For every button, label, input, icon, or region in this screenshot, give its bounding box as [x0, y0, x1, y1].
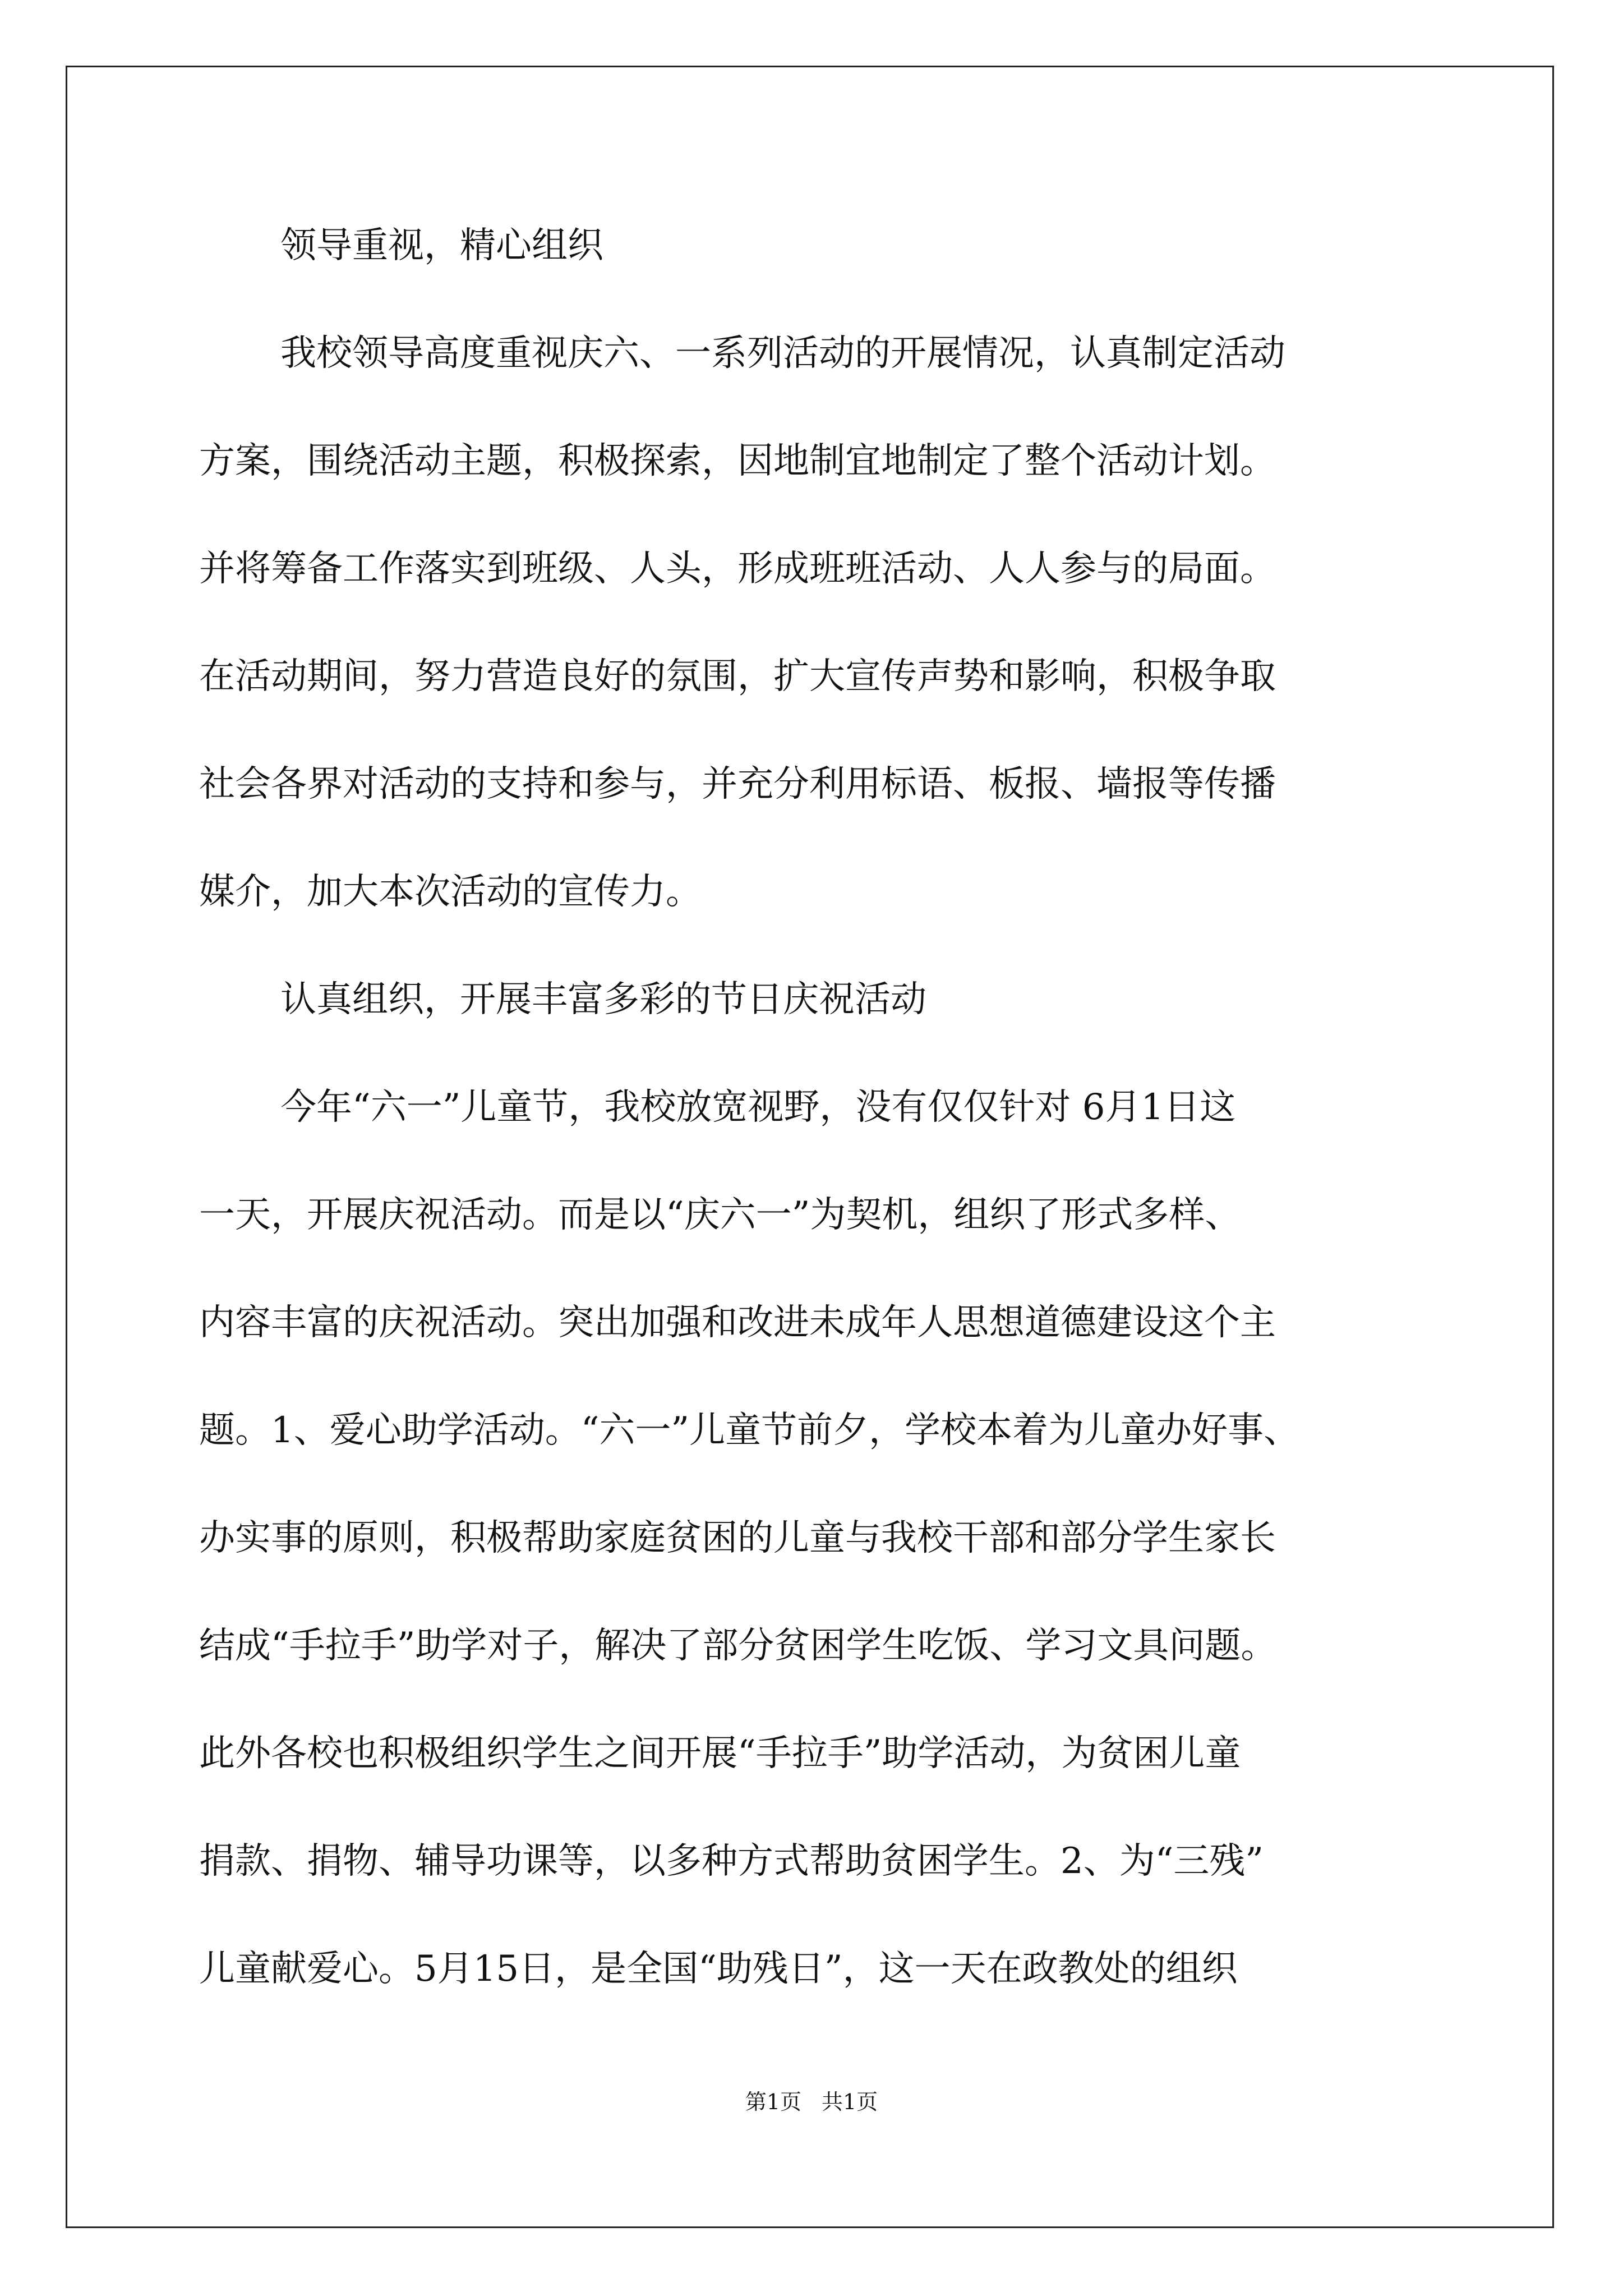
- paragraph-line: 媒介，加大本次活动的宣传力。: [199, 871, 702, 913]
- paragraph-line: 儿童献爱心。5月15日，是全国“助残日”，这一天在政教处的组织: [199, 1948, 1238, 1990]
- paragraph-line: 并将筹备工作落实到班级、人头，形成班班活动、人人参与的局面。: [199, 548, 1276, 590]
- paragraph-line: 内容丰富的庆祝活动。突出加强和改进未成年人思想道德建设这个主: [199, 1302, 1276, 1343]
- paragraph-line: 捐款、捐物、辅导功课等，以多种方式帮助贫困学生。2、为“三残”: [199, 1841, 1264, 1882]
- paragraph-line: 结成“手拉手”助学对子，解决了部分贫困学生吃饭、学习文具问题。: [199, 1625, 1277, 1667]
- paragraph-line: 方案，围绕活动主题，积极探索，因地制宜地制定了整个活动计划。: [199, 440, 1276, 482]
- paragraph-line: 我校领导高度重视庆六、一系列活动的开展情况，认真制定活动: [280, 333, 1285, 374]
- page-footer: [0, 2088, 1623, 2116]
- section-heading: 领导重视，精心组织: [280, 225, 603, 266]
- paragraph-line: 一天，开展庆祝活动。而是以“庆六一”为契机，组织了形式多样、: [199, 1194, 1241, 1236]
- paragraph-line: 办实事的原则，积极帮助家庭贫困的儿童与我校干部和部分学生家长: [199, 1517, 1276, 1559]
- page-total: 共1页: [822, 2090, 878, 2114]
- page-number: 第1页: [745, 2090, 801, 2114]
- section-heading: 认真组织，开展丰富多彩的节日庆祝活动: [280, 979, 926, 1020]
- paragraph-line: 今年“六一”儿童节，我校放宽视野，没有仅仅针对 6月1日这: [280, 1087, 1236, 1128]
- paragraph-line: 在活动期间，努力营造良好的氛围，扩大宣传声势和影响，积极争取: [199, 656, 1276, 697]
- document-body: [199, 215, 1427, 2046]
- paragraph-line: 此外各校也积极组织学生之间开展“手拉手”助学活动，为贫困儿童: [199, 1733, 1241, 1774]
- paragraph-line: 社会各界对活动的支持和参与，并充分利用标语、板报、墙报等传播: [199, 763, 1276, 805]
- paragraph-line: 题。1、爱心助学活动。“六一”儿童节前夕，学校本着为儿童办好事、: [199, 1410, 1300, 1451]
